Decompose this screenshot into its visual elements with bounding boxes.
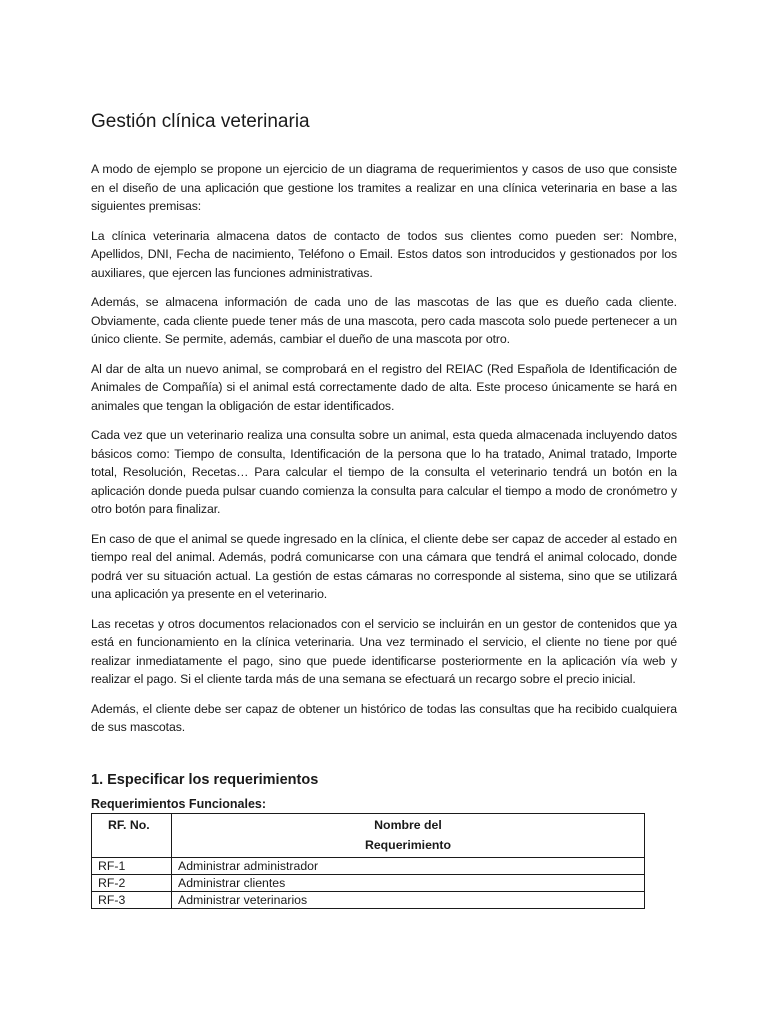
table-row: [92, 875, 645, 892]
paragraph-intro: A modo de ejemplo se propone un ejercicio de un diagrama de requerimientos y casos de uso que consiste en el diseño de una aplicación que gestione los tramites a realizar en una clínica veterinaria en base a las siguientes premisas:: [91, 162, 677, 213]
column-header-line-2: Requerimiento: [364, 838, 452, 852]
paragraph-pets: Además, se almacena información de cada uno de las mascotas de las que es dueño cada cliente. Obviamente, cada cliente puede tener más de una mascota, pero cada mascota solo puede pertenecer a un único cliente. Se permite, además, cambiar el dueño de una mascota por otro.: [91, 295, 677, 346]
section-heading: 1. Especificar los requerimientos: [91, 772, 319, 788]
functional-requirements-heading: Requerimientos Funcionales:: [91, 797, 267, 811]
paragraph-consultation: Cada vez que un veterinario realiza una consulta sobre un animal, esta queda almacenada incluyendo datos básicos como: Tiempo de consulta, Identificación de la persona que lo ha tratado, Animal tratado, Importe total, Resolución, Recetas… Para calcular el tiempo de la consulta el veterinario tendrá un botón en la aplicación donde pueda pulsar cuando comienza la consulta para calcular el tiempo a modo de cronómetro y otro botón para finalizar.: [91, 428, 677, 516]
table-header-row: [92, 814, 645, 858]
requirement-id: RF-3: [92, 892, 172, 909]
column-header-line-1: Nombre del: [374, 818, 442, 832]
paragraph-history: Además, el cliente debe ser capaz de obtener un histórico de todas las consultas que ha recibido cualquiera de sus mascotas.: [91, 701, 677, 734]
column-header-rf-no: RF. No.: [92, 814, 172, 858]
paragraph-payment: Las recetas y otros documentos relacionados con el servicio se incluirán en un gestor de contenidos que ya está en funcionamiento en la clínica veterinaria. Una vez terminado el servicio, el cliente no tiene por qué realizar inmediatamente el pago, sino que puede identificarse posteriormente en la aplicación vía web y realizar el pago. Si el cliente tarda más de una semana se efectuará un recargo sobre el precio inicial.: [91, 616, 677, 686]
table-row: [92, 892, 645, 909]
paragraph-client-data: La clínica veterinaria almacena datos de contacto de todos sus clientes como pueden ser: Nombre, Apellidos, DNI, Fecha de nacimiento, Teléfono o Email. Estos datos son introducidos y gestionados por los auxiliares, que ejercen las funciones administrativas.: [91, 228, 677, 280]
document-title: Gestión clínica veterinaria: [91, 111, 310, 132]
column-header-requirement-name: [172, 814, 645, 858]
document-body: [91, 160, 677, 748]
requirement-name: Administrar administrador: [172, 858, 645, 875]
paragraph-reiac: Al dar de alta un nuevo animal, se comprobará en el registro del REIAC (Red Española de Identificación de Animales de Compañía) si el animal está correctamente dado de alta. Este proceso únicamente se hará en animales que tengan la obligación de estar identificados.: [91, 361, 677, 413]
requirement-id: RF-2: [92, 875, 172, 892]
table-row: [92, 858, 645, 875]
requirement-name: Administrar clientes: [172, 875, 645, 892]
requirement-name: Administrar veterinarios: [172, 892, 645, 909]
paragraph-hospitalization: En caso de que el animal se quede ingresado en la clínica, el cliente debe ser capaz de acceder al estado en tiempo real del animal. Además, podrá comunicarse con una cámara que tendrá el animal colocado, donde podrá ver su situación actual. La gestión de estas cámaras no corresponde al sistema, sino que se utilizará una aplicación ya presente en el veterinario.: [91, 531, 677, 601]
requirement-id: RF-1: [92, 858, 172, 875]
requirements-table: [91, 813, 645, 909]
